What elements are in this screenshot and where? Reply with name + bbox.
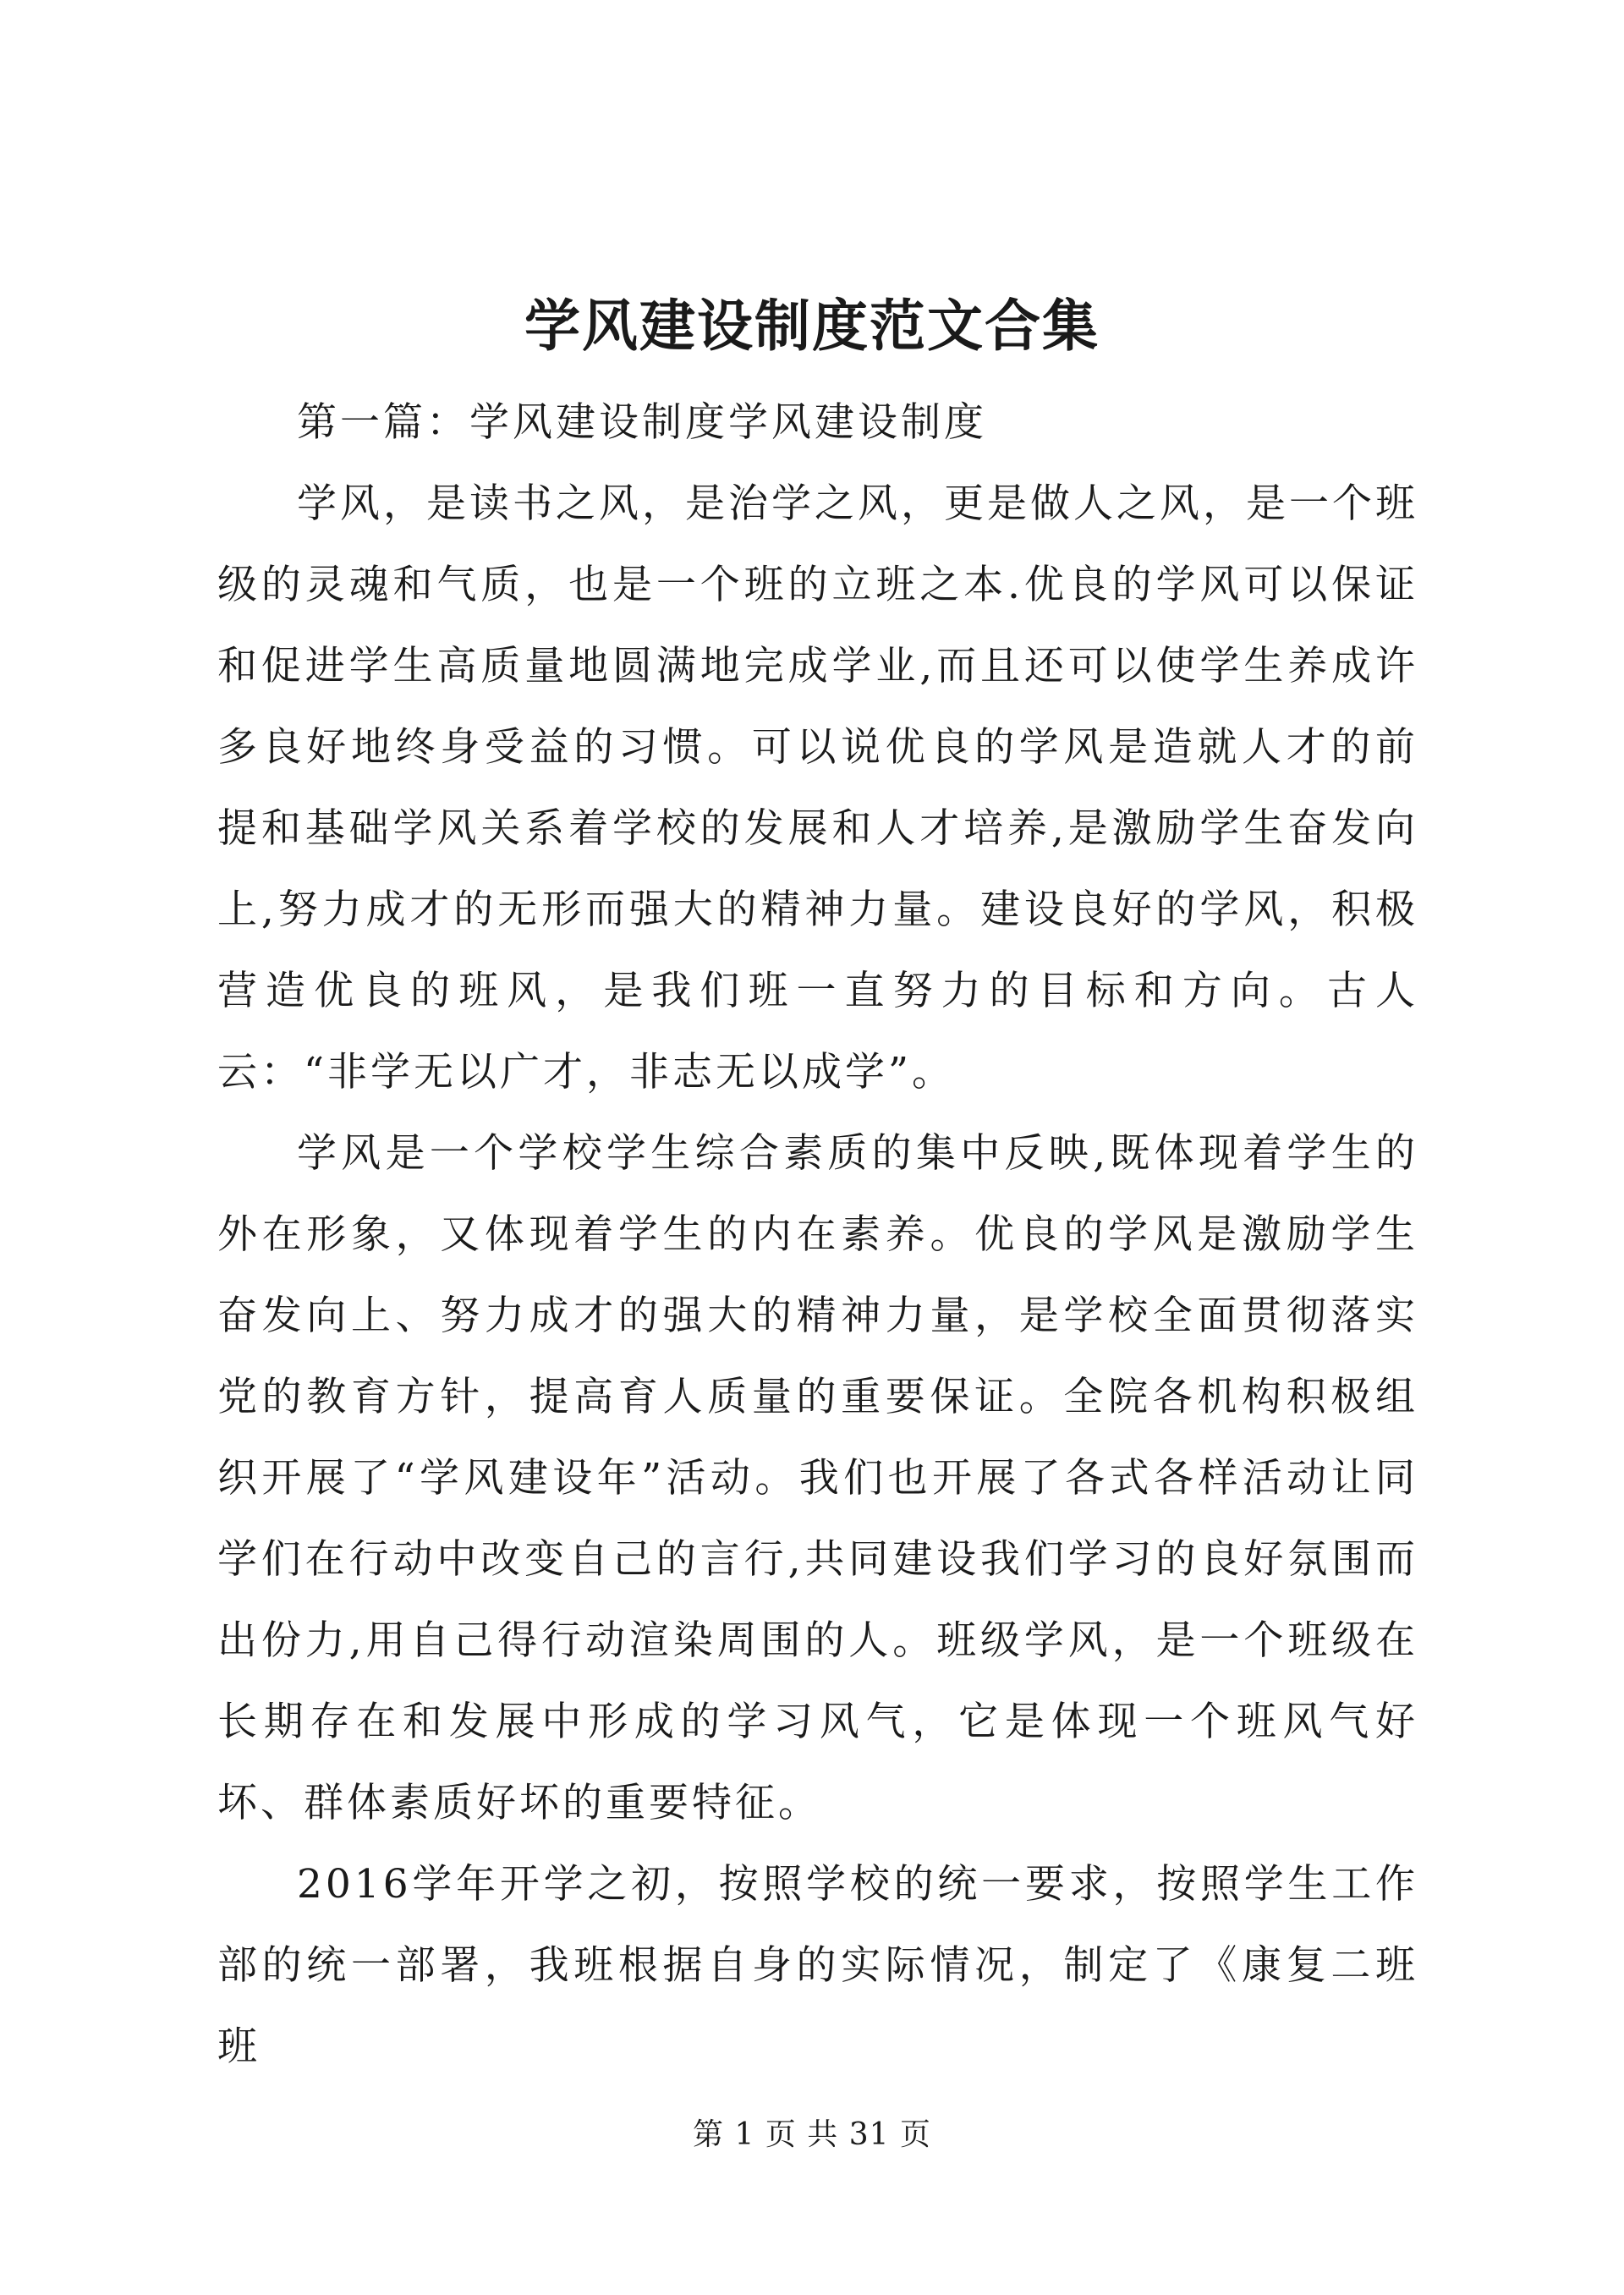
body-paragraph: 学风是一个学校学生综合素质的集中反映,既体现着学生的外在形象，又体现着学生的内在素养。优良的学风是激励学生奋发向上、努力成才的强大的精神力量，是学校全面贯彻落实党的教育方针，提高育人质量的重要保证。全院各机构积极组织开展了“学风建设年”活动。我们也开展了各式各样活动让同学们在行动中改变自己的言行,共同建设我们学习的良好氛围而出份力,用自己得行动渲染周围的人。班级学风，是一个班级在长期存在和发展中形成的学习风气，它是体现一个班风气好坏、群体素质好坏的重要特征。 bbox=[217, 1130, 1418, 1826]
section-heading: 第一篇：学风建设制度学风建设制度 bbox=[297, 399, 987, 446]
document-title: 学风建设制度范文合集 bbox=[524, 293, 1100, 359]
body-paragraph: 2016学年开学之初，按照学校的统一要求，按照学生工作部的统一部署，我班根据自身的实际情况，制定了《康复二班班 bbox=[217, 1861, 1418, 2070]
document-body bbox=[217, 382, 1418, 2088]
page-number-footer: 第 1 页 共 31 页 bbox=[693, 2117, 931, 2152]
body-paragraph: 学风，是读书之风，是治学之风，更是做人之风，是一个班级的灵魂和气质，也是一个班的立班之本.优良的学风可以保证和促进学生高质量地圆满地完成学业,而且还可以使学生养成许多良好地终身受益的习惯。可以说优良的学风是造就人才的前提和基础学风关系着学校的发展和人才培养,是激励学生奋发向上,努力成才的无形而强大的精神力量。建设良好的学风，积极营造优良的班风，是我们班一直努力的目标和方向。古人云：“非学无以广才，非志无以成学”。 bbox=[217, 480, 1418, 1095]
